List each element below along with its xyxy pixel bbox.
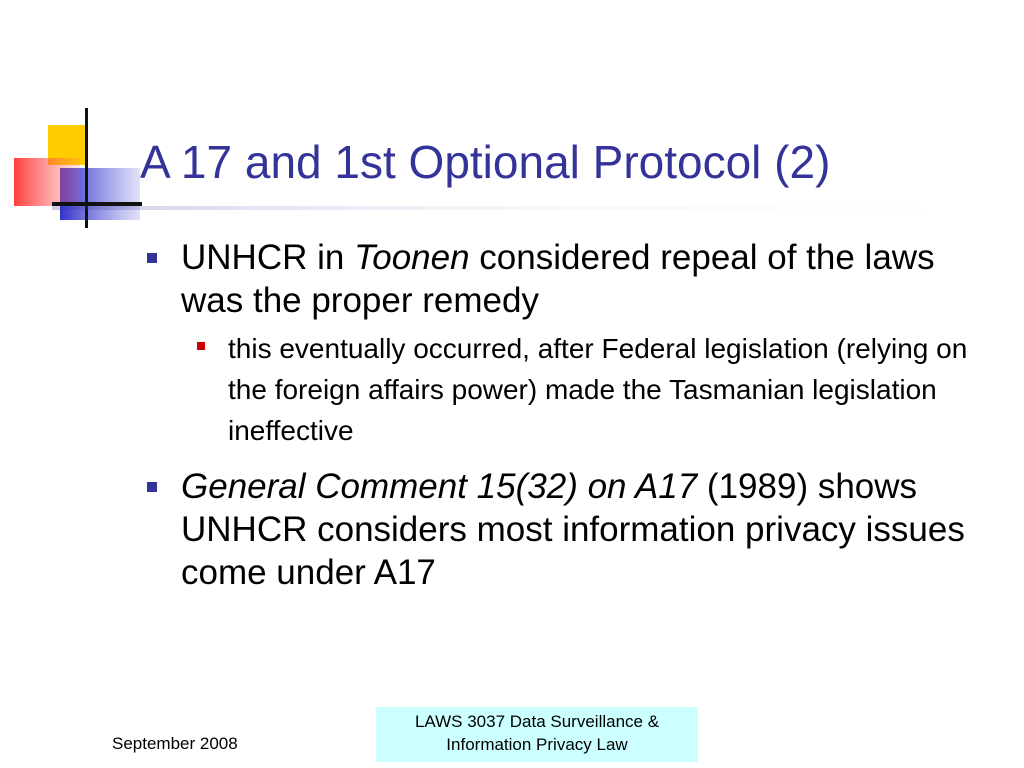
bullet-item [150, 236, 980, 322]
bullet-item [150, 465, 980, 594]
document-name-italic: General Comment 15(32) on A17 [181, 467, 698, 506]
sub-bullet-square-icon [197, 342, 205, 350]
sub-bullet-text: this eventually occurred, after Federal legislation (relying on the foreign affairs power) made the Tasmanian legislation ineffective [228, 333, 968, 446]
bullet-text: UNHCR in Toonen considered repeal of the laws was the proper remedy [181, 238, 935, 320]
bullet-square-icon [147, 482, 157, 492]
footer-course-line2: Information Privacy Law [446, 735, 628, 754]
case-name-italic: Toonen [354, 238, 470, 277]
bullet-square-icon [147, 253, 157, 263]
footer-course-line1: LAWS 3037 Data Surveillance & [414, 712, 660, 731]
slide-title: A 17 and 1st Optional Protocol (2) [140, 136, 831, 188]
title-underline [52, 203, 1024, 217]
footer-date: September 2008 [112, 734, 238, 753]
footer-course-box [376, 707, 698, 762]
logo-red-bar [14, 158, 80, 206]
slide-body [150, 236, 980, 594]
bullet-text: General Comment 15(32) on A17 (1989) shows UNHCR considers most information privacy issues come under A17 [181, 467, 965, 592]
sub-bullet-item [197, 328, 980, 451]
